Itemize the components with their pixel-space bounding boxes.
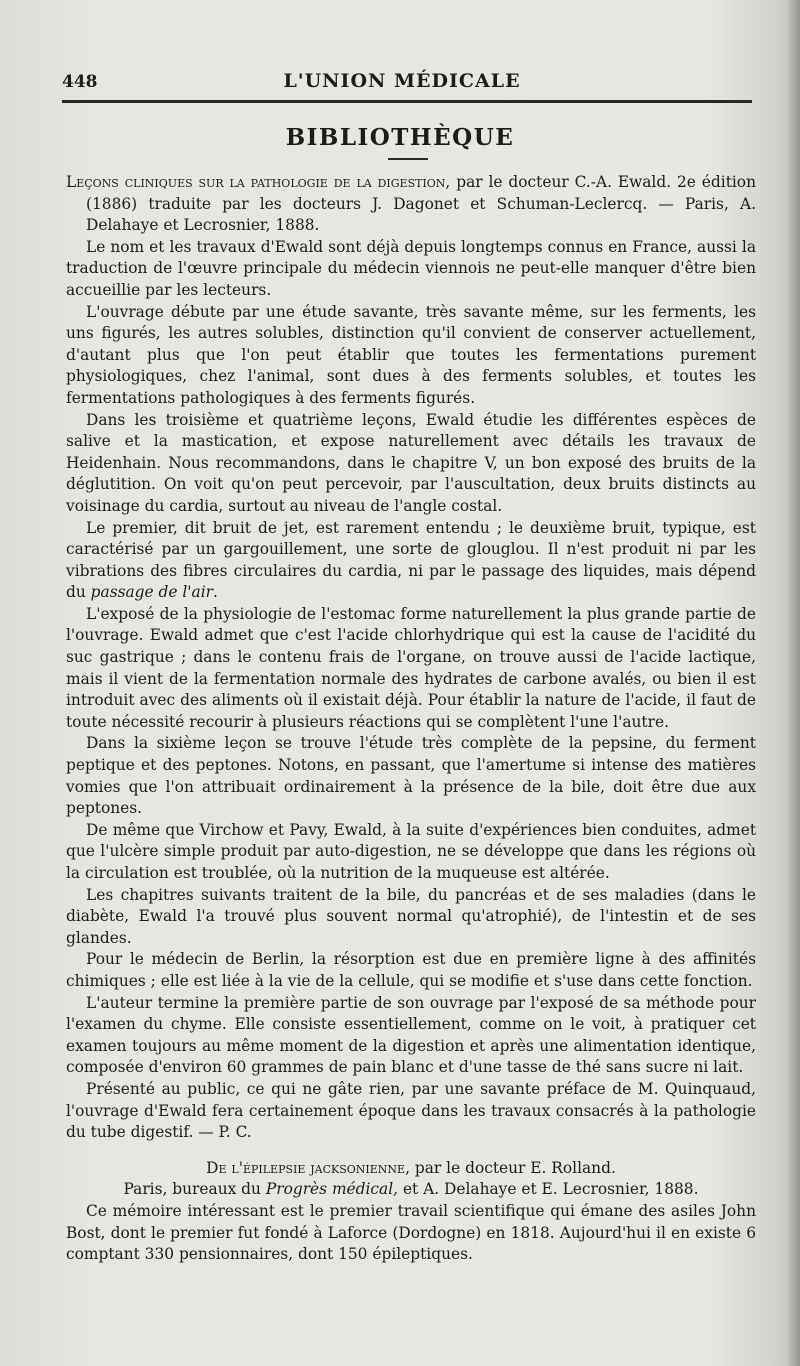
review1-paragraph: L'auteur termine la première partie de son ouvrage par l'exposé de sa méthode pour l'examen du chyme. Elle consiste essentiellement, comme on le voit, à pratiquer cet examen toujours au même moment de la digestion et après une alimentation identique, composée d'environ 60 grammes de pain blanc et d'une tasse de thé sans sucre ni lait. [66, 993, 756, 1077]
review1-author: par le docteur C.-A. Ewald. [456, 173, 672, 191]
review2-publisher-post: et A. Delahaye et E. Lecrosnier, 1888. [402, 1180, 699, 1199]
review1-paragraph: Présenté au public, ce qui ne gâte rien, par une savante préface de M. Quinquaud, l'ouvrage d'Ewald fera certainement époque dans les travaux consacrés à la pathologie du tube digestif. — P. C. [66, 1079, 756, 1142]
review1-paragraph: Dans les troisième et quatrième leçons, Ewald étudie les différentes espèces de salive et la mastication, et expose naturellement avec détails les travaux de Heidenhain. Nous recommandons, dans le chapitre V, un bon exposé des bruits de la déglutition. On voit qu'on peut percevoir, par l'auscultation, deux bruits distincts au voisinage du cardia, surtout au niveau de l'angle costal. [66, 410, 756, 515]
review1-paragraph: De même que Virchow et Pavy, Ewald, à la suite d'expériences bien conduites, admet que l'ulcère simple produit par auto-digestion, ne se développe que dans les régions où la circulation est troublée, où la nutrition de la muqueuse est altérée. [66, 820, 756, 882]
review1-paragraph-with-italic: Le premier, dit bruit de jet, est rarement entendu ; le deuxième bruit, typique, est caractérisé par un gargouillement, une sorte de glouglou. Il n'est produit ni par les vibrations des fibres circulaires du cardia, ni par le passage des liquides, mais dépend du passage de l'air. [66, 518, 756, 602]
review1-paragraph: Pour le médecin de Berlin, la résorption est due en première ligne à des affinités chimiques ; elle est liée à la vie de la cellule, qui se modifie et s'use dans cette fonction. [66, 950, 756, 990]
section-title: BIBLIOTHÈQUE [285, 124, 515, 151]
journal-title: L'UNION MÉDICALE [283, 70, 521, 92]
italic-phrase: passage de l'air [90, 583, 213, 602]
review2-reference-line1 [66, 1158, 756, 1180]
review1-paragraph: L'exposé de la physiologie de l'estomac forme naturellement la plus grande partie de l'ouvrage. Ewald admet que c'est l'acide chlorhydrique qui est la cause de l'acidité du suc gastrique ; dans le contenu frais de l'organe, on trouve aussi de l'acide lactique, mais il vient de la fermentation normale des hydrates de carbone avalés, ou bien il est introduit avec des aliments où il existait déjà. Pour établir la nature de l'acide, il faut de toute nécessité recourir à plusieurs réactions qui se complètent l'une l'autre. [66, 604, 756, 731]
review2-journal: Progrès médical, [265, 1180, 399, 1199]
review1-paragraph: Les chapitres suivants traitent de la bile, du pancréas et de ses maladies (dans le diabète, Ewald l'a trouvé plus souvent normal qu'atrophié), de l'intestin et de ses glandes. [66, 885, 756, 947]
running-header [62, 64, 742, 98]
review2-book-title: De l'épilepsie jacksonienne, [206, 1158, 410, 1177]
review2-publisher-pre: Paris, bureaux du [123, 1180, 261, 1199]
review2-paragraph: Ce mémoire intéressant est le premier travail scientifique qui émane des asiles John Bost, dont le premier fut fondé à Laforce (Dordogne) en 1818. Aujourd'hui il en existe 6 comptant 330 pensionnaires, dont 150 épileptiques. [66, 1201, 756, 1264]
review1-paragraph: Dans la sixième leçon se trouve l'étude très complète de la pepsine, du ferment peptique et des peptones. Notons, en passant, que l'amertume si intense des matières vomies que l'on attribuait ordinairement à la présence de la bile, doit être due aux peptones. [66, 734, 756, 818]
review-separator [66, 1144, 756, 1158]
review1-reference [66, 172, 756, 237]
header-rule [62, 100, 752, 103]
review1-paragraph: Le nom et les travaux d'Ewald sont déjà depuis longtemps connus en France, aussi la traduction de l'œuvre principale du médecin viennois ne peut-elle manquer d'être bien accueillie par les lecteurs. [66, 237, 756, 299]
title-rule [388, 158, 428, 160]
review1-paragraph-text: Le premier, dit bruit de jet, est rarement entendu ; le deuxième bruit, typique, est caractérisé par un gargouillement, une sorte de glouglou. Il n'est produit ni par les vibrations des fibres circulaires du cardia, ni par le passage des liquides, mais dépend du [66, 518, 756, 602]
review1-book-title: Leçons cliniques sur la pathologie de la digestion, [66, 173, 451, 191]
review1-details: 2e édition (1886) traduite par les docteurs J. Dagonet et Schuman-Leclercq. — Paris, A. Delahaye et Lecrosnier, 1888. [86, 173, 756, 235]
page-number: 448 [62, 72, 98, 92]
review2-reference-line2 [66, 1179, 756, 1201]
review1-paragraph: L'ouvrage débute par une étude savante, très savante même, sur les ferments, les uns figurés, les autres solubles, distinction qu'il convient de conserver actuellement, d'autant plus que l'on peut établir que toutes les fermentations purement physiologiques, chez l'animal, sont dues à des ferments solubles, et toutes les fermentations pathologiques à des ferments figurés. [66, 302, 756, 407]
article-body [66, 172, 756, 1266]
page-edge-shadow [786, 0, 800, 1366]
review2-author: par le docteur E. Rolland. [414, 1158, 616, 1177]
